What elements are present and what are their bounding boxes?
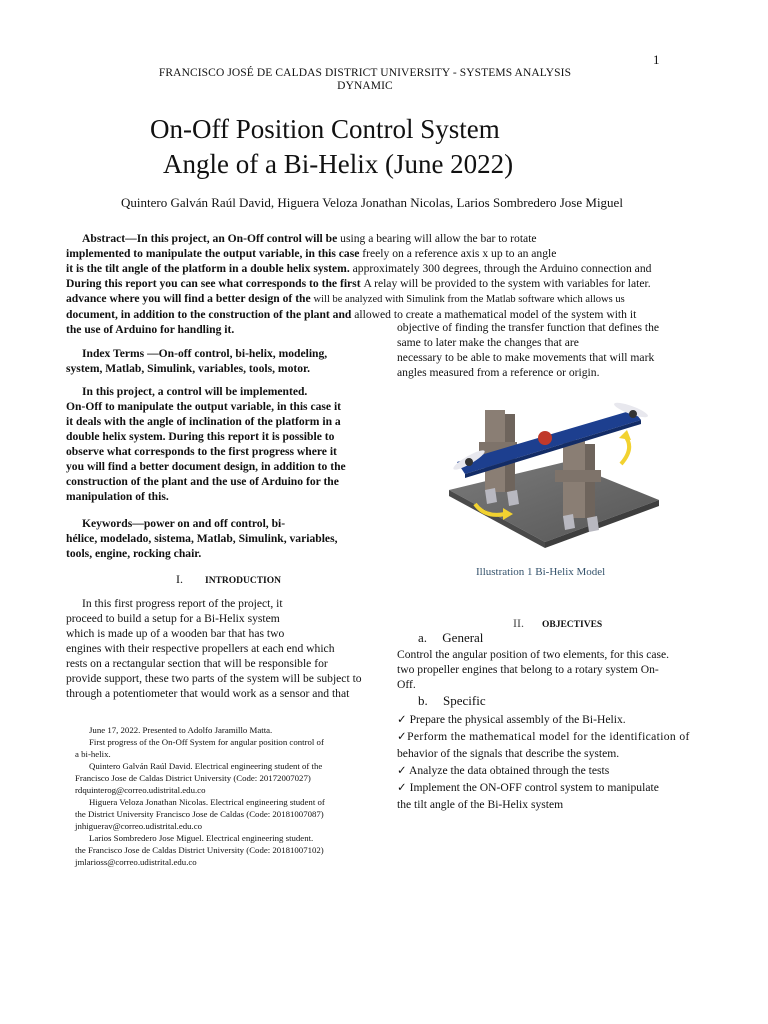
specific-objectives-list [397, 711, 709, 813]
footnote-line: the Francisco Jose de Caldas District University (Code: 20181007102) [75, 845, 324, 855]
text-line: manipulation of this. [66, 490, 169, 503]
list-item: behavior of the signals that describe the system. [397, 747, 620, 760]
list-item: ✓Perform the mathematical model for the identification of [397, 730, 690, 743]
text-line: engines with their respective propellers at each end which [66, 642, 335, 655]
text-line: tools, engine, rocking chair. [66, 547, 202, 560]
figure-caption: Illustration 1 Bi-Helix Model [476, 566, 606, 578]
text-line: rests on a rectangular section that will be responsible for [66, 657, 328, 670]
text-line: objective of finding the transfer function that defines the [397, 321, 660, 334]
abstract-line: document, in addition to the construction of the plant and allowed to create a mathematical model of the system with it [66, 308, 637, 321]
text-line: which is made up of a wooden bar that has two [66, 627, 285, 640]
text-line: In this first progress report of the project, it [82, 597, 283, 610]
header-line: FRANCISCO JOSÉ DE CALDAS DISTRICT UNIVERSITY - SYSTEMS ANALYSIS [158, 67, 572, 79]
text-line: through a potentiometer that would work as a sensor and that [66, 687, 350, 700]
intro-summary [66, 384, 386, 504]
footnotes [75, 724, 375, 868]
paper-title-line2: Angle of a Bi-Helix (June 2022) [163, 149, 514, 179]
text-line: necessary to be able to make movements that will mark [397, 351, 655, 364]
section-numeral: II. [513, 616, 524, 630]
paper-title-line1: On-Off Position Control System [150, 114, 500, 144]
header-line: DYNAMIC [337, 80, 393, 92]
list-item: ✓ Analyze the data obtained through the tests [397, 764, 610, 777]
footnote-line: the District University Francisco Jose de Caldas (Code: 20181007087) [75, 809, 324, 819]
bi-helix-model-illustration [445, 392, 663, 555]
text-line: it deals with the angle of inclination of the platform in a [66, 415, 341, 428]
text-line: On-Off to manipulate the output variable, in this case it [66, 400, 342, 413]
index-terms [66, 346, 366, 376]
text-line: In this project, a control will be implemented. [82, 385, 308, 398]
text-line: same to later make the changes that are [397, 336, 579, 349]
footnote-line: First progress of the On-Off System for angular position control of [89, 737, 324, 747]
abstract-line: During this report you can see what corresponds to the first A relay will be provided to the system with variables for later. [66, 277, 651, 290]
section-title: INTRODUCTION [205, 576, 282, 586]
subsection-general [418, 630, 483, 646]
page-number: 1 [653, 52, 660, 67]
text-line: construction of the plant and the use of Arduino for the [66, 475, 339, 488]
text-line: system, Matlab, Simulink, variables, tools, motor. [66, 362, 311, 375]
footnote-line: Quintero Galván Raúl David. Electrical engineering student of the [89, 761, 323, 771]
footnote-line: rdquinterog@correo.udistrital.edu.co [75, 785, 206, 795]
footnote-line: Higuera Veloza Jonathan Nicolas. Electrical engineering student of [89, 797, 325, 807]
section-heading-objectives [513, 614, 602, 632]
footnote-line: jnhiguerav@correo.udistrital.edu.co [75, 821, 203, 831]
subsection-specific [418, 693, 486, 709]
section-title: OBJECTIVES [542, 620, 603, 630]
text-line: Index Terms —On-off control, bi-helix, modeling, [82, 347, 328, 360]
section-heading-introduction [176, 570, 281, 588]
list-item: ✓ Prepare the physical assembly of the Bi-Helix. [397, 713, 626, 726]
list-item: the tilt angle of the Bi-Helix system [397, 798, 564, 811]
subsection-title: General [442, 630, 484, 645]
list-item: ✓ Implement the ON-OFF control system to manipulate [397, 781, 659, 794]
abstract-line: the use of Arduino for handling it. [66, 323, 235, 336]
footnote-line: Francisco Jose de Caldas District University (Code: 20172007027) [75, 773, 311, 783]
text-line: Off. [397, 678, 416, 691]
introduction-text [66, 596, 396, 701]
text-line: two propeller engines that belong to a rotary system On- [397, 663, 659, 676]
footnote-line: a bi-helix. [75, 749, 111, 759]
text-line: angles measured from a reference or origin. [397, 366, 600, 379]
text-line: observe what corresponds to the first progress where it [66, 445, 337, 458]
footnote-line: jmlarioss@correo.udistrital.edu.co [75, 857, 197, 867]
footnote-line: Larios Sombredero Jose Miguel. Electrical engineering student. [89, 833, 314, 843]
text-line: you will find a better document design, in addition to the [66, 460, 346, 473]
subsection-label: b. [418, 693, 428, 708]
bi-helix-model-figure [445, 392, 663, 555]
abstract-line: it is the tilt angle of the platform in a double helix system. approximately 300 degrees, through the Arduino connection and [66, 262, 652, 275]
university-header [130, 67, 600, 93]
subsection-title: Specific [443, 693, 486, 708]
text-line: hélice, modelado, sistema, Matlab, Simulink, variables, [66, 532, 338, 545]
general-objective-text [397, 647, 707, 692]
authors: Quintero Galván Raúl David, Higuera Veloza Jonathan Nicolas, Larios Sombredero Jose Miguel [121, 195, 623, 210]
abstract-line: advance where you will find a better design of the will be analyzed with Simulink from the Matlab software which allows us [66, 292, 625, 305]
right-column-text [397, 320, 695, 380]
keywords [66, 516, 386, 561]
text-line: double helix system. During this report it is possible to [66, 430, 335, 443]
subsection-label: a. [418, 630, 428, 645]
text-line: Control the angular position of two elements, for this case. [397, 648, 670, 661]
section-numeral: I. [176, 572, 183, 586]
abstract-line: Abstract—In this project, an On-Off control will be using a bearing will allow the bar to rotate [82, 232, 537, 245]
text-line: provide support, these two parts of the system will be subject to [66, 672, 362, 685]
text-line: proceed to build a setup for a Bi-Helix system [66, 612, 280, 625]
footnote-line: June 17, 2022. Presented to Adolfo Jaramillo Matta. [89, 725, 273, 735]
text-line: Keywords—power on and off control, bi- [82, 517, 286, 530]
abstract-line: implemented to manipulate the output variable, in this case freely on a reference axis x up to an angle [66, 247, 557, 260]
